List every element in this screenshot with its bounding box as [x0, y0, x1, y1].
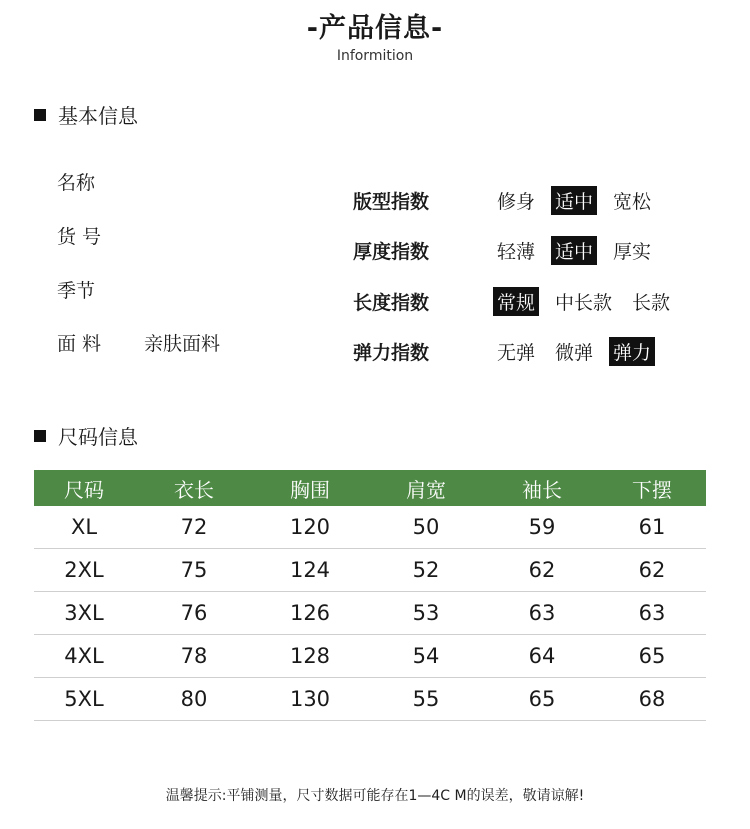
table-cell: 5XL	[64, 687, 104, 711]
table-cell: 63	[638, 601, 666, 625]
field-label-season: 季节	[57, 280, 96, 302]
table-row	[34, 549, 706, 592]
field-value-fabric: 亲肤面料	[144, 333, 221, 355]
square-bullet-icon	[34, 109, 46, 121]
table-cell: 2XL	[64, 558, 104, 582]
index-name: 版型指数	[353, 190, 430, 213]
table-cell: 75	[180, 558, 208, 582]
index-name: 长度指数	[353, 291, 430, 314]
page-title: -产品信息-	[306, 13, 444, 44]
table-cell: 130	[289, 687, 331, 711]
table-cell: 54	[412, 644, 440, 668]
table-row	[34, 592, 706, 635]
size-info-heading	[34, 421, 138, 450]
table-cell: 78	[180, 644, 208, 668]
size-table-header	[34, 470, 706, 506]
table-cell: 3XL	[64, 601, 104, 625]
table-cell: 126	[289, 601, 331, 625]
index-option-selected: 适中	[551, 186, 597, 215]
index-name: 弹力指数	[353, 341, 430, 364]
column-header: 肩宽	[406, 477, 446, 502]
table-cell: 65	[528, 687, 556, 711]
table-cell: 55	[412, 687, 440, 711]
table-cell: 61	[638, 515, 666, 539]
column-header: 袖长	[522, 477, 562, 502]
table-cell: 65	[638, 644, 666, 668]
basic-info-heading	[34, 100, 138, 129]
index-row	[353, 184, 659, 216]
table-row	[34, 635, 706, 678]
index-row	[353, 234, 659, 266]
table-cell: XL	[70, 515, 98, 539]
index-option: 微弹	[555, 341, 594, 364]
table-row	[34, 506, 706, 549]
index-option: 修身	[497, 190, 536, 213]
field-label-fabric: 面 料	[57, 333, 102, 355]
table-cell: 52	[412, 558, 440, 582]
index-name: 厚度指数	[353, 240, 430, 263]
table-cell: 4XL	[64, 644, 104, 668]
size-table	[34, 470, 706, 721]
column-header: 下摆	[632, 477, 672, 502]
square-bullet-icon	[34, 430, 46, 442]
table-cell: 128	[289, 644, 331, 668]
index-option: 宽松	[613, 190, 652, 213]
table-cell: 62	[638, 558, 666, 582]
index-option: 厚实	[613, 240, 652, 263]
index-option: 中长款	[555, 291, 613, 314]
table-cell: 53	[412, 601, 440, 625]
index-row	[353, 285, 678, 317]
index-option-selected: 适中	[551, 236, 597, 265]
index-option: 长款	[632, 291, 671, 314]
table-cell: 120	[289, 515, 331, 539]
size-info-heading-text: 尺码信息	[58, 425, 138, 449]
table-cell: 76	[180, 601, 208, 625]
table-cell: 72	[180, 515, 208, 539]
field-label-name: 名称	[57, 172, 96, 194]
basic-info-heading-text: 基本信息	[58, 104, 138, 128]
size-table-body	[34, 506, 706, 721]
table-cell: 59	[528, 515, 556, 539]
table-row	[34, 678, 706, 721]
column-header: 衣长	[174, 477, 214, 502]
index-option: 无弹	[497, 341, 536, 364]
field-label-item-no: 货 号	[57, 226, 102, 248]
column-header: 胸围	[290, 477, 330, 502]
table-cell: 80	[180, 687, 208, 711]
index-option-selected: 常规	[493, 287, 539, 316]
table-cell: 50	[412, 515, 440, 539]
table-cell: 124	[289, 558, 331, 582]
page-subtitle: Informition	[336, 48, 414, 64]
index-option: 轻薄	[497, 240, 536, 263]
table-cell: 63	[528, 601, 556, 625]
index-row	[353, 335, 659, 367]
table-cell: 64	[528, 644, 556, 668]
table-cell: 68	[638, 687, 666, 711]
table-cell: 62	[528, 558, 556, 582]
column-header: 尺码	[64, 477, 104, 502]
index-option-selected: 弹力	[609, 337, 655, 366]
footer-note: 温馨提示:平铺测量，尺寸数据可能存在1—4C M的误差，敬请谅解!	[165, 788, 585, 804]
